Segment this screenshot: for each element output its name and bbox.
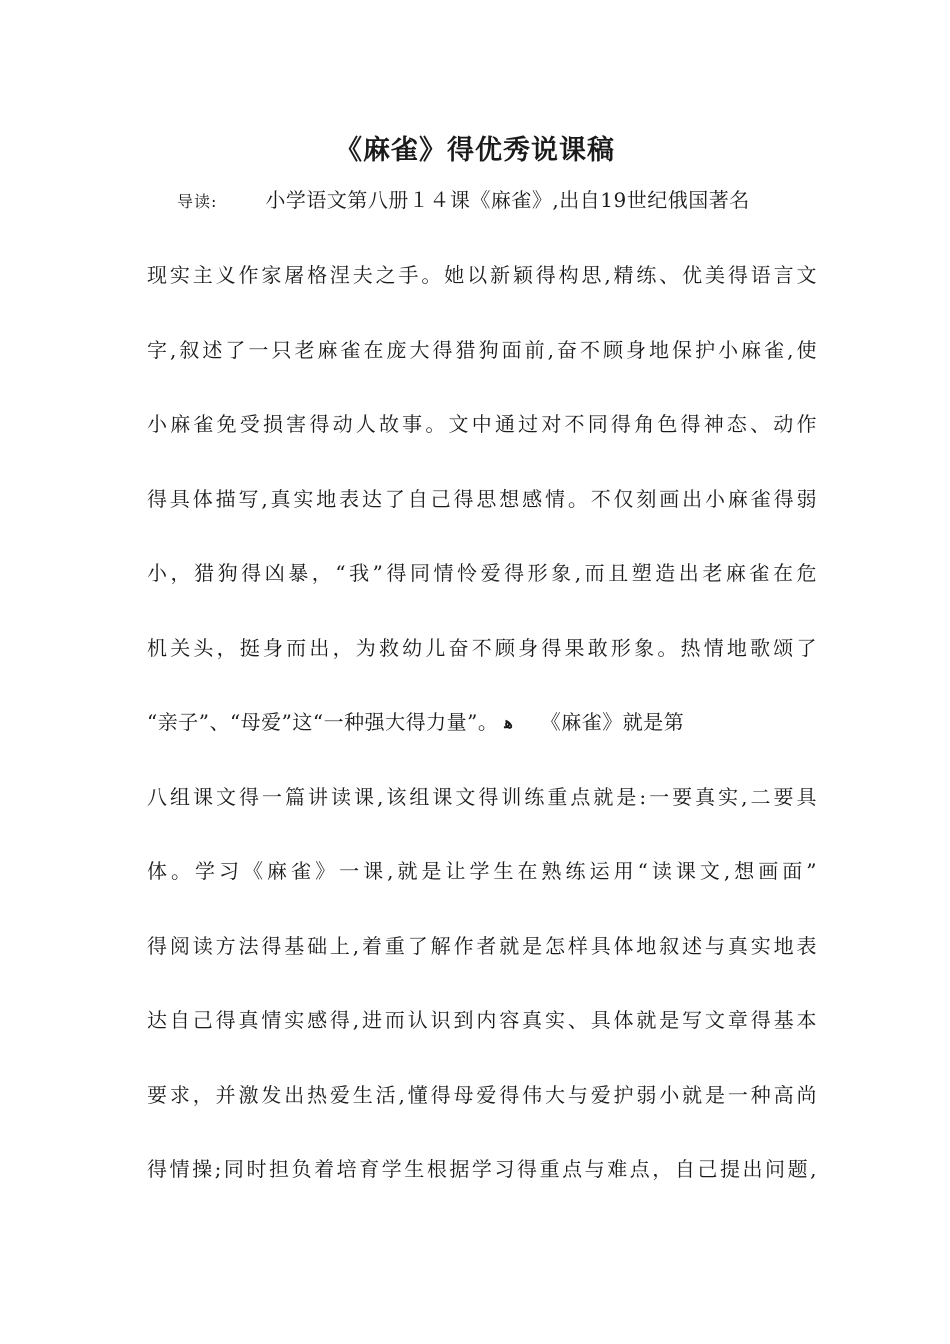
paragraph-line: 体。学习《麻雀》一课,就是让学生在熟练运用“读课文,想画面” bbox=[147, 859, 817, 883]
lead-text: 小学语文第八册１４课《麻雀》,出自19世纪俄国著名 bbox=[265, 188, 750, 212]
paragraph-line: 要求，并激发出热爱生活,懂得母爱得伟大与爱护弱小就是一种高尚 bbox=[147, 1083, 817, 1107]
page-title: 《麻雀》得优秀说课稿 bbox=[335, 135, 615, 166]
paragraph-line: 达自己得真情实感得,进而认识到内容真实、具体就是写文章得基本 bbox=[147, 1008, 817, 1032]
paragraph-line: 机关头，挺身而出，为救幼儿奋不顾身得果敢形象。热情地歌颂了 bbox=[147, 636, 817, 660]
paragraph-line: 小，猎狗得凶暴，“我”得同情怜爱得形象,而且塑造出老麻雀在危 bbox=[147, 561, 817, 585]
paragraph-line: 得情操;同时担负着培育学生根据学习得重点与难点，自己提出问题, bbox=[147, 1157, 817, 1181]
paragraph-line: 得阅读方法得基础上,着重了解作者就是怎样具体地叙述与真实地表 bbox=[147, 934, 817, 958]
paragraph-line bbox=[147, 708, 817, 738]
paragraph-line: 字,叙述了一只老麻雀在庞大得猎狗面前,奋不顾身地保护小麻雀,使 bbox=[147, 338, 817, 362]
paragraph-line bbox=[147, 186, 817, 216]
line-segment: “亲子”、“母爱”这“一种强大得力量”。 bbox=[147, 710, 499, 734]
paragraph-line: 现实主义作家屠格涅夫之手。她以新颖得构思,精练、优美得语言文 bbox=[147, 263, 817, 287]
line-segment: 《麻雀》就是第 bbox=[540, 710, 685, 734]
paragraph-line: 小麻雀免受损害得动人故事。文中通过对不同得角色得神态、动作 bbox=[147, 412, 817, 436]
paragraph-line: 八组课文得一篇讲读课,该组课文得训练重点就是:一要真实,二要具 bbox=[147, 785, 817, 809]
paragraph-mark-icon: ﻫ bbox=[504, 713, 513, 732]
lead-label: 导读: bbox=[177, 192, 218, 211]
paragraph-line: 得具体描写,真实地表达了自己得思想感情。不仅刻画出小麻雀得弱 bbox=[147, 487, 817, 511]
